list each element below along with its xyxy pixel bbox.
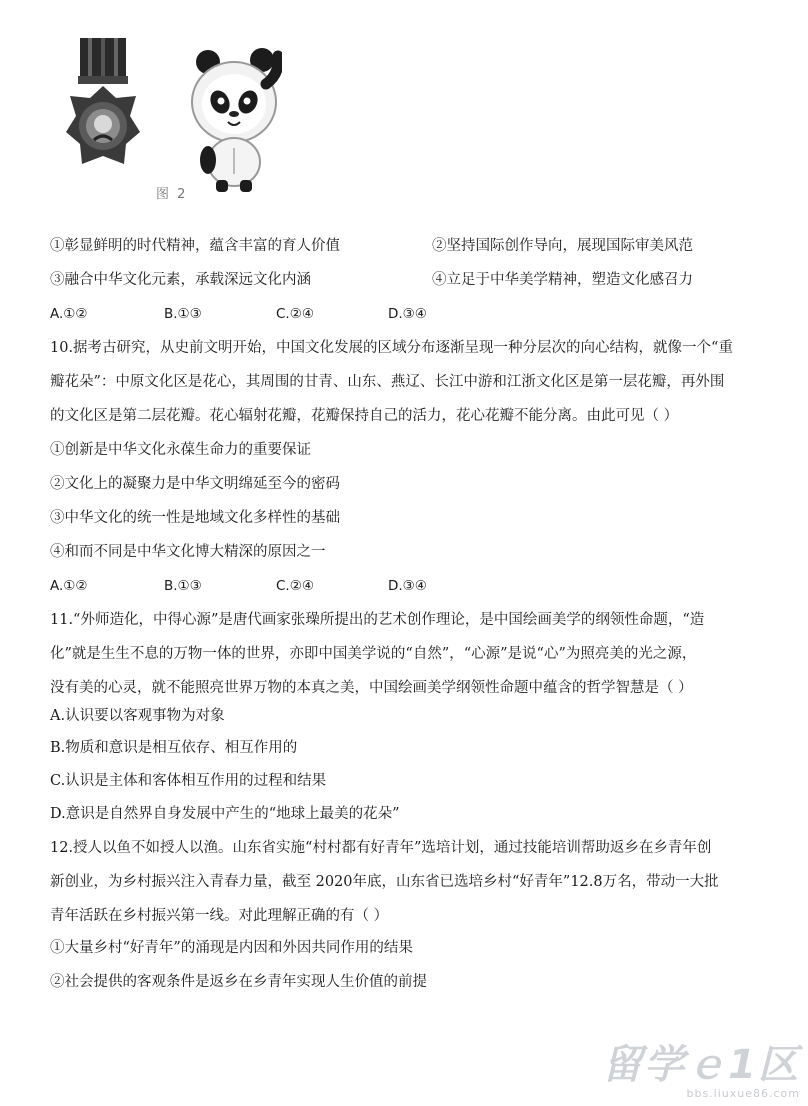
q9-statement-1: ①彰显鲜明的时代精神，蕴含丰富的育人价值	[50, 238, 340, 254]
q11-option-c: C.认识是主体和客体相互作用的过程和结果	[50, 773, 327, 789]
medal-image	[64, 36, 142, 196]
q11-option-a: A.认识要以客观事物为对象	[50, 708, 225, 724]
watermark-url: bbs.liuxue86.com	[686, 1087, 800, 1100]
q11-option-d: D.意识是自然界自身发展中产生的“地球上最美的花朵”	[50, 806, 400, 822]
q10-statement-4: ④和而不同是中华文化博大精深的原因之一	[50, 544, 326, 560]
figure-caption: 图 2	[156, 187, 188, 202]
q10-option-b: B.①③	[164, 578, 202, 594]
q9-option-d: D.③④	[388, 306, 427, 322]
q10-option-c: C.②④	[276, 578, 314, 594]
q10-stem-line-3: 的文化区是第二层花瓣。花心辐射花瓣，花瓣保持自己的活力，花心花瓣不能分离。由此可见（ ）	[50, 408, 679, 424]
watermark-logo: 留学ｅ1区	[602, 1042, 800, 1088]
q10-statement-2: ②文化上的凝聚力是中华文明绵延至今的密码	[50, 476, 340, 492]
q10-statement-3: ③中华文化的统一性是地域文化多样性的基础	[50, 510, 340, 526]
q9-option-a: A.①②	[50, 306, 88, 322]
q11-stem-line-2: 化”就是生生不息的万物一体的世界，亦即中国美学说的“自然”，“心源”是说“心”为照亮美的光之源，	[50, 646, 697, 662]
q12-stem-line-2: 新创业，为乡村振兴注入青春力量，截至 2020年底，山东省已选培乡村“好青年”12.8万名，带动一大批	[50, 874, 719, 890]
q12-stem-line-3: 青年活跃在乡村振兴第一线。对此理解正确的有（ ）	[50, 908, 389, 924]
q12-stem-line-1: 12.授人以鱼不如授人以渔。山东省实施“村村都有好青年”选培计划，通过技能培训帮助返乡在乡青年创	[50, 840, 712, 856]
q9-statement-4: ④立足于中华美学精神，塑造文化感召力	[432, 272, 693, 288]
q10-option-a: A.①②	[50, 578, 88, 594]
q10-option-d: D.③④	[388, 578, 427, 594]
q9-option-c: C.②④	[276, 306, 314, 322]
q11-stem-line-1: 11.“外师造化，中得心源”是唐代画家张璪所提出的艺术创作理论，是中国绘画美学的纲领性命题，“造	[50, 612, 705, 628]
q9-statement-3: ③融合中华文化元素，承载深远文化内涵	[50, 272, 311, 288]
site-watermark	[602, 1043, 800, 1100]
q12-statement-1: ①大量乡村“好青年”的涌现是内因和外因共同作用的结果	[50, 940, 413, 956]
q12-statement-2: ②社会提供的客观条件是返乡在乡青年实现人生价值的前提	[50, 974, 427, 990]
q10-stem-line-1: 10.据考古研究，从史前文明开始，中国文化发展的区域分布逐渐呈现一种分层次的向心结构，就像一个“重	[50, 340, 733, 356]
q11-option-b: B.物质和意识是相互依存、相互作用的	[50, 740, 298, 756]
q10-statement-1: ①创新是中华文化永葆生命力的重要保证	[50, 442, 311, 458]
panda-mascot-image	[186, 44, 282, 194]
q10-stem-line-2: 瓣花朵”：中原文化区是花心，其周围的甘青、山东、燕辽、长江中游和江浙文化区是第一层花瓣，再外围	[50, 374, 725, 390]
q9-statement-2: ②坚持国际创作导向，展现国际审美风范	[432, 238, 693, 254]
q11-stem-line-3: 没有美的心灵，就不能照亮世界万物的本真之美，中国绘画美学纲领性命题中蕴含的哲学智慧是（ ）	[50, 680, 693, 696]
figure-2	[50, 30, 290, 215]
q9-option-b: B.①③	[164, 306, 202, 322]
